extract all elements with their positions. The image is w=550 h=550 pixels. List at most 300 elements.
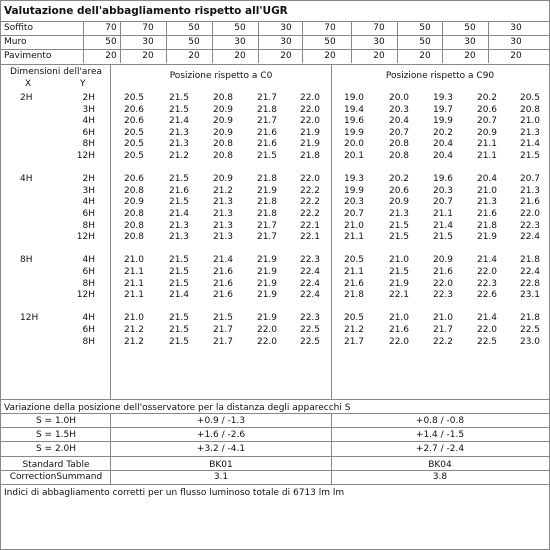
ugr-value-c0: 21.4 — [212, 255, 234, 266]
ugr-value-c0: 21.9 — [299, 139, 321, 150]
ugr-value-c90: 22.8 — [519, 278, 541, 289]
y-dimension-label: 4H — [82, 116, 95, 127]
divider — [1, 484, 549, 485]
ugr-value-c0: 21.9 — [256, 313, 278, 324]
reflectance-value: 50 — [188, 37, 200, 47]
divider — [1, 399, 549, 400]
ugr-value-c0: 20.5 — [123, 93, 145, 103]
ugr-value-c0: 21.4 — [168, 116, 190, 127]
ugr-value-c0: 20.9 — [212, 174, 234, 185]
ugr-value-c90: 21.5 — [519, 151, 541, 161]
ugr-value-c0: 21.3 — [212, 209, 234, 219]
reflectance-value: 70 — [324, 23, 336, 33]
ugr-value-c0: 21.0 — [123, 255, 145, 266]
ugr-value-c0: 20.8 — [123, 220, 145, 231]
y-dimension-label: 2H — [82, 93, 95, 103]
ugr-value-c90: 19.4 — [343, 104, 365, 115]
ugr-value-c0: 21.9 — [256, 278, 278, 289]
ugr-value-c0: 21.6 — [168, 185, 190, 196]
reflectance-value: 50 — [419, 37, 431, 47]
divider — [83, 36, 84, 49]
correction-label: CorrectionSummand — [9, 472, 103, 482]
ugr-value-c0: 21.8 — [256, 197, 278, 208]
ugr-value-c90: 22.3 — [432, 290, 454, 301]
ugr-value-c90: 21.1 — [343, 267, 365, 277]
divider — [442, 22, 443, 35]
ugr-value-c90: 21.6 — [432, 267, 454, 277]
ugr-value-c90: 20.3 — [343, 197, 365, 208]
ugr-value-c0: 21.6 — [212, 290, 234, 301]
ugr-value-c0: 21.5 — [256, 151, 278, 161]
ugr-value-c0: 21.5 — [168, 174, 190, 185]
ugr-value-c0: 22.0 — [299, 174, 321, 185]
x-dimension-label: 4H — [20, 174, 33, 185]
ugr-value-c90: 21.3 — [519, 127, 541, 138]
reflectance-value: 30 — [510, 23, 522, 33]
ugr-value-c0: 21.5 — [168, 104, 190, 115]
divider — [488, 50, 489, 63]
ugr-value-c90: 21.0 — [476, 185, 498, 196]
divider — [351, 50, 352, 63]
ugr-value-c0: 20.9 — [212, 116, 234, 127]
divider — [110, 64, 111, 399]
ugr-value-c90: 22.6 — [476, 290, 498, 301]
ugr-value-c90: 19.3 — [432, 93, 454, 103]
divider — [212, 50, 213, 63]
reflectance-value: 70 — [373, 23, 385, 33]
ugr-value-c90: 20.5 — [343, 255, 365, 266]
divider — [212, 22, 213, 35]
ugr-value-c0: 22.4 — [299, 278, 321, 289]
ugr-value-c90: 20.8 — [388, 139, 410, 150]
divider — [258, 50, 259, 63]
divider — [442, 36, 443, 49]
ugr-value-c0: 21.8 — [256, 174, 278, 185]
reflectance-value: 30 — [464, 37, 476, 47]
ugr-value-c90: 20.3 — [432, 185, 454, 196]
divider — [302, 22, 303, 35]
ugr-value-c90: 23.1 — [519, 290, 541, 301]
divider — [397, 36, 398, 49]
ugr-value-c0: 21.7 — [256, 93, 278, 103]
ugr-value-c0: 20.9 — [212, 127, 234, 138]
divider — [120, 36, 121, 49]
ugr-value-c0: 21.7 — [256, 116, 278, 127]
divider — [166, 36, 167, 49]
ugr-value-c90: 22.0 — [388, 336, 410, 347]
divider — [331, 64, 332, 399]
ugr-value-c0: 21.0 — [123, 313, 145, 324]
x-axis-header: X — [25, 79, 32, 89]
footer-note: Indici di abbagliamento corretti per un flusso luminoso totale di 6713 lm lm — [4, 488, 345, 498]
ugr-value-c0: 20.9 — [212, 104, 234, 115]
ugr-value-c0: 21.5 — [168, 267, 190, 277]
ugr-value-c0: 22.4 — [299, 267, 321, 277]
c0-header: Posizione rispetto a C0 — [169, 71, 273, 81]
ugr-value-c90: 22.4 — [519, 232, 541, 243]
ugr-value-c90: 19.6 — [343, 116, 365, 127]
ugr-value-c0: 20.8 — [212, 93, 234, 103]
divider — [1, 470, 549, 471]
variation-c0-value: +0.9 / -1.3 — [196, 416, 246, 426]
ugr-value-c90: 22.3 — [476, 278, 498, 289]
reflectance-value: 50 — [324, 37, 336, 47]
ugr-value-c0: 22.1 — [299, 220, 321, 231]
divider — [166, 22, 167, 35]
ugr-value-c90: 22.1 — [388, 290, 410, 301]
variation-c90-value: +1.4 / -1.5 — [415, 430, 465, 440]
divider — [83, 22, 84, 35]
ugr-value-c90: 20.2 — [432, 127, 454, 138]
ugr-value-c90: 22.5 — [476, 336, 498, 347]
ugr-value-c90: 22.2 — [432, 336, 454, 347]
ugr-value-c0: 22.4 — [299, 290, 321, 301]
divider — [302, 50, 303, 63]
y-dimension-label: 12H — [76, 232, 95, 243]
ugr-value-c90: 20.4 — [388, 116, 410, 127]
ugr-value-c90: 20.5 — [519, 93, 541, 103]
reflectance-row — [1, 21, 549, 35]
reflectance-value: 30 — [280, 37, 292, 47]
ugr-value-c90: 21.5 — [388, 232, 410, 243]
divider — [488, 22, 489, 35]
divider — [488, 36, 489, 49]
ugr-value-c90: 21.3 — [388, 209, 410, 219]
divider — [120, 22, 121, 35]
ugr-value-c90: 19.3 — [343, 174, 365, 185]
y-dimension-label: 8H — [82, 220, 95, 231]
reflectance-value: 20 — [280, 51, 292, 61]
y-dimension-label: 3H — [82, 185, 95, 196]
divider — [1, 413, 549, 414]
reflectance-value: 30 — [280, 23, 292, 33]
ugr-value-c90: 22.0 — [476, 267, 498, 277]
ugr-value-c0: 22.3 — [299, 255, 321, 266]
ugr-value-c0: 21.5 — [168, 93, 190, 103]
ugr-value-c90: 21.8 — [519, 255, 541, 266]
ugr-value-c0: 20.8 — [212, 139, 234, 150]
reflectance-value: 30 — [142, 37, 154, 47]
variation-spacing-label: S = 2.0H — [35, 444, 77, 454]
ugr-value-c90: 19.0 — [343, 93, 365, 103]
ugr-value-c90: 21.9 — [476, 232, 498, 243]
reflectance-label: Pavimento — [4, 51, 52, 61]
reflectance-value: 50 — [188, 23, 200, 33]
ugr-value-c90: 20.2 — [388, 174, 410, 185]
ugr-value-c0: 21.7 — [212, 325, 234, 335]
standard-table-c0: BK01 — [209, 460, 233, 470]
ugr-value-c90: 21.0 — [432, 313, 454, 324]
y-dimension-label: 6H — [82, 127, 95, 138]
ugr-value-c0: 21.8 — [256, 209, 278, 219]
ugr-value-c0: 22.2 — [299, 197, 321, 208]
divider — [258, 22, 259, 35]
y-dimension-label: 12H — [76, 290, 95, 301]
ugr-value-c0: 21.4 — [168, 209, 190, 219]
y-dimension-label: 8H — [82, 336, 95, 347]
ugr-value-c0: 21.8 — [256, 104, 278, 115]
reflectance-value: 20 — [324, 51, 336, 61]
divider — [1, 64, 549, 65]
table-title: Valutazione dell'abbagliamento rispetto all'UGR — [4, 5, 288, 17]
reflectance-value: 20 — [234, 51, 246, 61]
ugr-value-c90: 21.6 — [519, 197, 541, 208]
ugr-value-c0: 22.2 — [299, 209, 321, 219]
x-dimension-label: 8H — [20, 255, 33, 266]
reflectance-value: 30 — [234, 37, 246, 47]
ugr-value-c90: 20.0 — [388, 93, 410, 103]
correction-c0: 3.1 — [213, 472, 229, 482]
ugr-value-c90: 19.9 — [343, 185, 365, 196]
ugr-value-c90: 20.4 — [432, 139, 454, 150]
standard-table-label: Standard Table — [22, 460, 90, 470]
reflectance-row — [1, 49, 549, 63]
reflectance-value: 70 — [105, 23, 117, 33]
c90-header: Posizione rispetto a C90 — [385, 71, 495, 81]
ugr-value-c0: 21.3 — [168, 220, 190, 231]
ugr-value-c0: 21.3 — [168, 127, 190, 138]
reflectance-value: 30 — [373, 37, 385, 47]
divider — [397, 50, 398, 63]
ugr-value-c0: 21.5 — [168, 255, 190, 266]
ugr-value-c90: 20.1 — [343, 151, 365, 161]
y-dimension-label: 4H — [82, 313, 95, 324]
ugr-value-c0: 21.3 — [212, 232, 234, 243]
ugr-value-c90: 21.1 — [476, 139, 498, 150]
ugr-value-c0: 21.2 — [168, 151, 190, 161]
ugr-value-c0: 21.5 — [168, 313, 190, 324]
divider — [110, 413, 111, 484]
ugr-value-c0: 22.2 — [299, 185, 321, 196]
ugr-value-c0: 21.1 — [123, 278, 145, 289]
ugr-value-c0: 22.1 — [299, 232, 321, 243]
y-dimension-label: 4H — [82, 197, 95, 208]
reflectance-value: 30 — [510, 37, 522, 47]
ugr-value-c0: 21.5 — [168, 278, 190, 289]
divider — [1, 441, 549, 442]
ugr-value-c90: 21.3 — [519, 185, 541, 196]
ugr-value-c90: 22.4 — [519, 267, 541, 277]
ugr-value-c90: 21.4 — [432, 220, 454, 231]
variation-c90-value: +2.7 / -2.4 — [415, 444, 465, 454]
ugr-value-c0: 20.6 — [123, 174, 145, 185]
ugr-value-c90: 20.8 — [388, 151, 410, 161]
ugr-value-c90: 20.6 — [388, 185, 410, 196]
ugr-value-c90: 19.9 — [343, 127, 365, 138]
variation-c0-value: +1.6 / -2.6 — [196, 430, 246, 440]
ugr-value-c0: 21.1 — [123, 267, 145, 277]
reflectance-value: 20 — [419, 51, 431, 61]
ugr-value-c0: 20.8 — [123, 185, 145, 196]
ugr-value-c0: 21.3 — [168, 139, 190, 150]
divider — [166, 50, 167, 63]
ugr-value-c0: 21.6 — [212, 267, 234, 277]
ugr-value-c90: 20.3 — [388, 104, 410, 115]
correction-c90: 3.8 — [432, 472, 448, 482]
ugr-value-c0: 21.5 — [168, 325, 190, 335]
ugr-value-c90: 21.6 — [343, 278, 365, 289]
ugr-value-c90: 19.6 — [432, 174, 454, 185]
ugr-value-c0: 21.3 — [212, 220, 234, 231]
ugr-value-c0: 20.8 — [123, 232, 145, 243]
ugr-value-c0: 21.9 — [256, 290, 278, 301]
divider — [331, 413, 332, 484]
ugr-value-c90: 22.0 — [432, 278, 454, 289]
ugr-value-c0: 21.3 — [212, 197, 234, 208]
ugr-value-c0: 21.8 — [299, 151, 321, 161]
ugr-value-c0: 20.8 — [123, 209, 145, 219]
ugr-value-c90: 21.5 — [388, 220, 410, 231]
ugr-value-c90: 21.6 — [388, 325, 410, 335]
x-dimension-label: 2H — [20, 93, 33, 103]
ugr-value-c90: 23.0 — [519, 336, 541, 347]
ugr-value-c90: 20.0 — [343, 139, 365, 150]
ugr-value-c0: 21.9 — [256, 255, 278, 266]
divider — [258, 36, 259, 49]
variation-c90-value: +0.8 / -0.8 — [415, 416, 465, 426]
reflectance-value: 20 — [142, 51, 154, 61]
x-dimension-label: 12H — [20, 313, 39, 324]
ugr-value-c0: 20.6 — [123, 104, 145, 115]
reflectance-value: 50 — [419, 23, 431, 33]
divider — [442, 50, 443, 63]
ugr-value-c90: 21.8 — [519, 313, 541, 324]
ugr-value-c0: 21.9 — [299, 127, 321, 138]
ugr-value-c0: 21.9 — [256, 267, 278, 277]
ugr-value-c90: 20.7 — [519, 174, 541, 185]
reflectance-label: Muro — [4, 37, 27, 47]
divider — [120, 50, 121, 63]
ugr-value-c90: 20.9 — [388, 197, 410, 208]
variation-spacing-label: S = 1.0H — [35, 416, 77, 426]
ugr-value-c0: 21.7 — [256, 232, 278, 243]
ugr-value-c0: 21.5 — [168, 336, 190, 347]
room-dims-header: Dimensioni dell'area — [10, 67, 102, 77]
y-axis-header: Y — [80, 79, 86, 89]
ugr-value-c90: 21.0 — [388, 255, 410, 266]
ugr-value-c90: 22.0 — [476, 325, 498, 335]
ugr-value-c0: 21.5 — [212, 313, 234, 324]
reflectance-value: 20 — [510, 51, 522, 61]
divider — [1, 427, 549, 428]
ugr-value-c90: 21.8 — [343, 290, 365, 301]
reflectance-row — [1, 35, 549, 49]
ugr-value-c0: 22.0 — [299, 104, 321, 115]
divider — [302, 36, 303, 49]
ugr-value-c0: 20.8 — [212, 151, 234, 161]
ugr-value-c0: 21.6 — [212, 278, 234, 289]
ugr-value-c90: 21.0 — [388, 313, 410, 324]
ugr-value-c90: 20.7 — [388, 127, 410, 138]
variation-spacing-label: S = 1.5H — [35, 430, 77, 440]
ugr-value-c0: 21.9 — [256, 185, 278, 196]
ugr-value-c0: 22.0 — [256, 325, 278, 335]
ugr-value-c90: 21.1 — [343, 232, 365, 243]
ugr-value-c90: 20.4 — [432, 151, 454, 161]
ugr-value-c90: 21.8 — [476, 220, 498, 231]
ugr-value-c0: 22.5 — [299, 325, 321, 335]
ugr-value-c0: 21.2 — [212, 185, 234, 196]
ugr-value-c0: 21.6 — [256, 127, 278, 138]
divider — [351, 22, 352, 35]
reflectance-value: 50 — [105, 37, 117, 47]
ugr-value-c90: 20.4 — [476, 174, 498, 185]
y-dimension-label: 6H — [82, 209, 95, 219]
ugr-value-c0: 22.3 — [299, 313, 321, 324]
ugr-value-c90: 21.7 — [343, 336, 365, 347]
divider — [397, 22, 398, 35]
reflectance-label: Soffito — [4, 23, 33, 33]
ugr-value-c90: 21.1 — [432, 209, 454, 219]
divider — [1, 456, 549, 457]
ugr-value-c90: 21.7 — [432, 325, 454, 335]
ugr-value-c90: 22.3 — [519, 220, 541, 231]
ugr-value-c90: 20.9 — [432, 255, 454, 266]
ugr-value-c0: 20.5 — [123, 139, 145, 150]
ugr-value-c0: 22.5 — [299, 336, 321, 347]
ugr-value-c90: 21.3 — [476, 197, 498, 208]
y-dimension-label: 8H — [82, 278, 95, 289]
reflectance-value: 70 — [142, 23, 154, 33]
y-dimension-label: 4H — [82, 255, 95, 266]
ugr-value-c90: 21.9 — [388, 278, 410, 289]
ugr-value-c90: 21.4 — [476, 313, 498, 324]
reflectance-value: 50 — [234, 23, 246, 33]
ugr-value-c90: 20.2 — [476, 93, 498, 103]
ugr-value-c0: 20.5 — [123, 127, 145, 138]
ugr-value-c0: 21.3 — [168, 232, 190, 243]
reflectance-value: 20 — [105, 51, 117, 61]
y-dimension-label: 6H — [82, 267, 95, 277]
ugr-value-c90: 22.0 — [519, 209, 541, 219]
y-dimension-label: 6H — [82, 325, 95, 335]
ugr-value-c90: 19.7 — [432, 104, 454, 115]
ugr-value-c0: 21.7 — [256, 220, 278, 231]
variation-title: Variazione della posizione dell'osservatore per la distanza degli apparecchi S — [4, 403, 351, 413]
ugr-value-c0: 21.7 — [212, 336, 234, 347]
ugr-value-c90: 20.5 — [343, 313, 365, 324]
ugr-value-c90: 20.7 — [432, 197, 454, 208]
y-dimension-label: 2H — [82, 174, 95, 185]
ugr-value-c90: 20.6 — [476, 104, 498, 115]
ugr-value-c90: 21.0 — [343, 220, 365, 231]
reflectance-value: 20 — [188, 51, 200, 61]
ugr-value-c90: 20.7 — [476, 116, 498, 127]
divider — [83, 50, 84, 63]
ugr-value-c90: 20.8 — [519, 104, 541, 115]
ugr-value-c0: 21.5 — [168, 197, 190, 208]
ugr-value-c0: 22.0 — [256, 336, 278, 347]
reflectance-value: 50 — [464, 23, 476, 33]
ugr-value-c0: 21.1 — [123, 290, 145, 301]
ugr-value-c90: 21.1 — [476, 151, 498, 161]
ugr-value-c90: 21.0 — [519, 116, 541, 127]
ugr-value-c0: 22.0 — [299, 116, 321, 127]
ugr-value-c0: 21.2 — [123, 325, 145, 335]
reflectance-value: 20 — [373, 51, 385, 61]
ugr-value-c0: 20.5 — [123, 151, 145, 161]
ugr-value-c90: 20.9 — [476, 127, 498, 138]
y-dimension-label: 3H — [82, 104, 95, 115]
standard-table-c90: BK04 — [428, 460, 452, 470]
ugr-value-c90: 21.5 — [388, 267, 410, 277]
y-dimension-label: 8H — [82, 139, 95, 150]
ugr-value-c0: 21.6 — [256, 139, 278, 150]
ugr-value-c90: 21.5 — [432, 232, 454, 243]
ugr-value-c90: 21.2 — [343, 325, 365, 335]
divider — [212, 36, 213, 49]
ugr-value-c0: 21.2 — [123, 336, 145, 347]
